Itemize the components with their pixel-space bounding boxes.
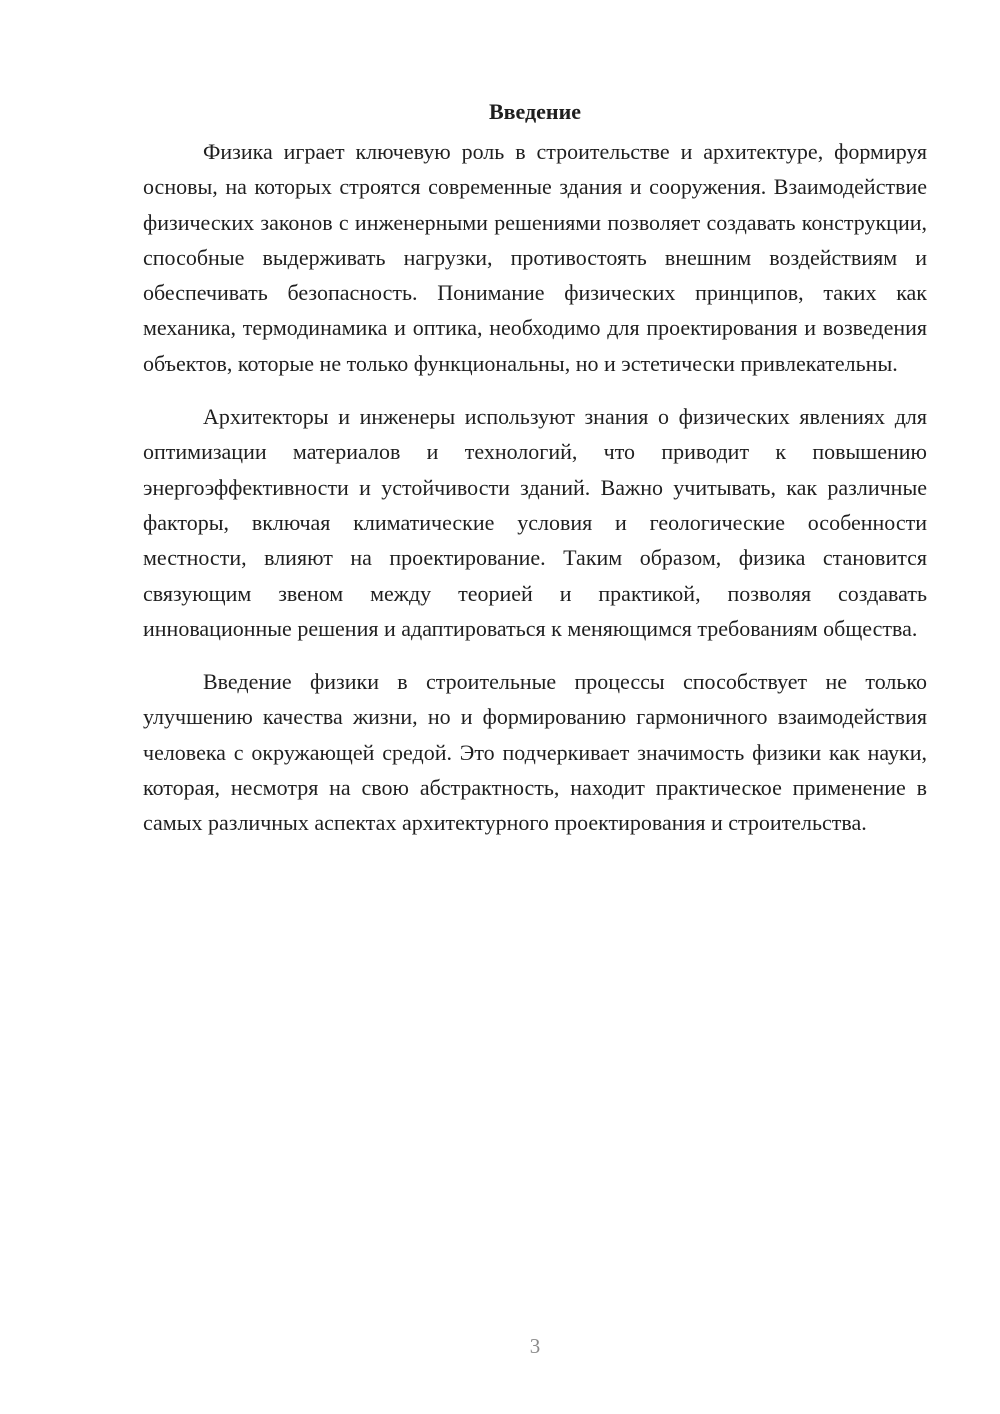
page-content <box>143 96 927 859</box>
paragraph-3: Введение физики в строительные процессы способствует не только улучшению качества жизни, но и формированию гармоничного взаимодействия человека с окружающей средой. Это подчеркивает значимость физики как науки, которая, несмотря на свою абстрактность, находит практическое применение в самых различных аспектах архитектурного проектирования и строительства. <box>143 669 927 836</box>
paragraph-1: Физика играет ключевую роль в строительстве и архитектуре, формируя основы, на которых строятся современные здания и сооружения. Взаимодействие физических законов с инженерными решениями позволяет создавать конструкции, способные выдерживать нагрузки, противостоять внешним воздействиям и обеспечивать безопасность. Понимание физических принципов, таких как механика, термодинамика и оптика, необходимо для проектирования и возведения объектов, которые не только функциональны, но и эстетически привлекательны. <box>143 139 927 376</box>
page-number: 3 <box>529 1334 541 1358</box>
section-title: Введение <box>488 99 582 124</box>
paragraph-2: Архитекторы и инженеры используют знания о физических явлениях для оптимизации материалов и технологий, что приводит к повышению энергоэффективности и устойчивости зданий. Важно учитывать, как различные факторы, включая климатические условия и геологические особенности местности, влияют на проектирование. Таким образом, физика становится связующим звеном между теорией и практикой, позволяя создавать инновационные решения и адаптироваться к меняющимся требованиям общества. <box>143 404 927 641</box>
